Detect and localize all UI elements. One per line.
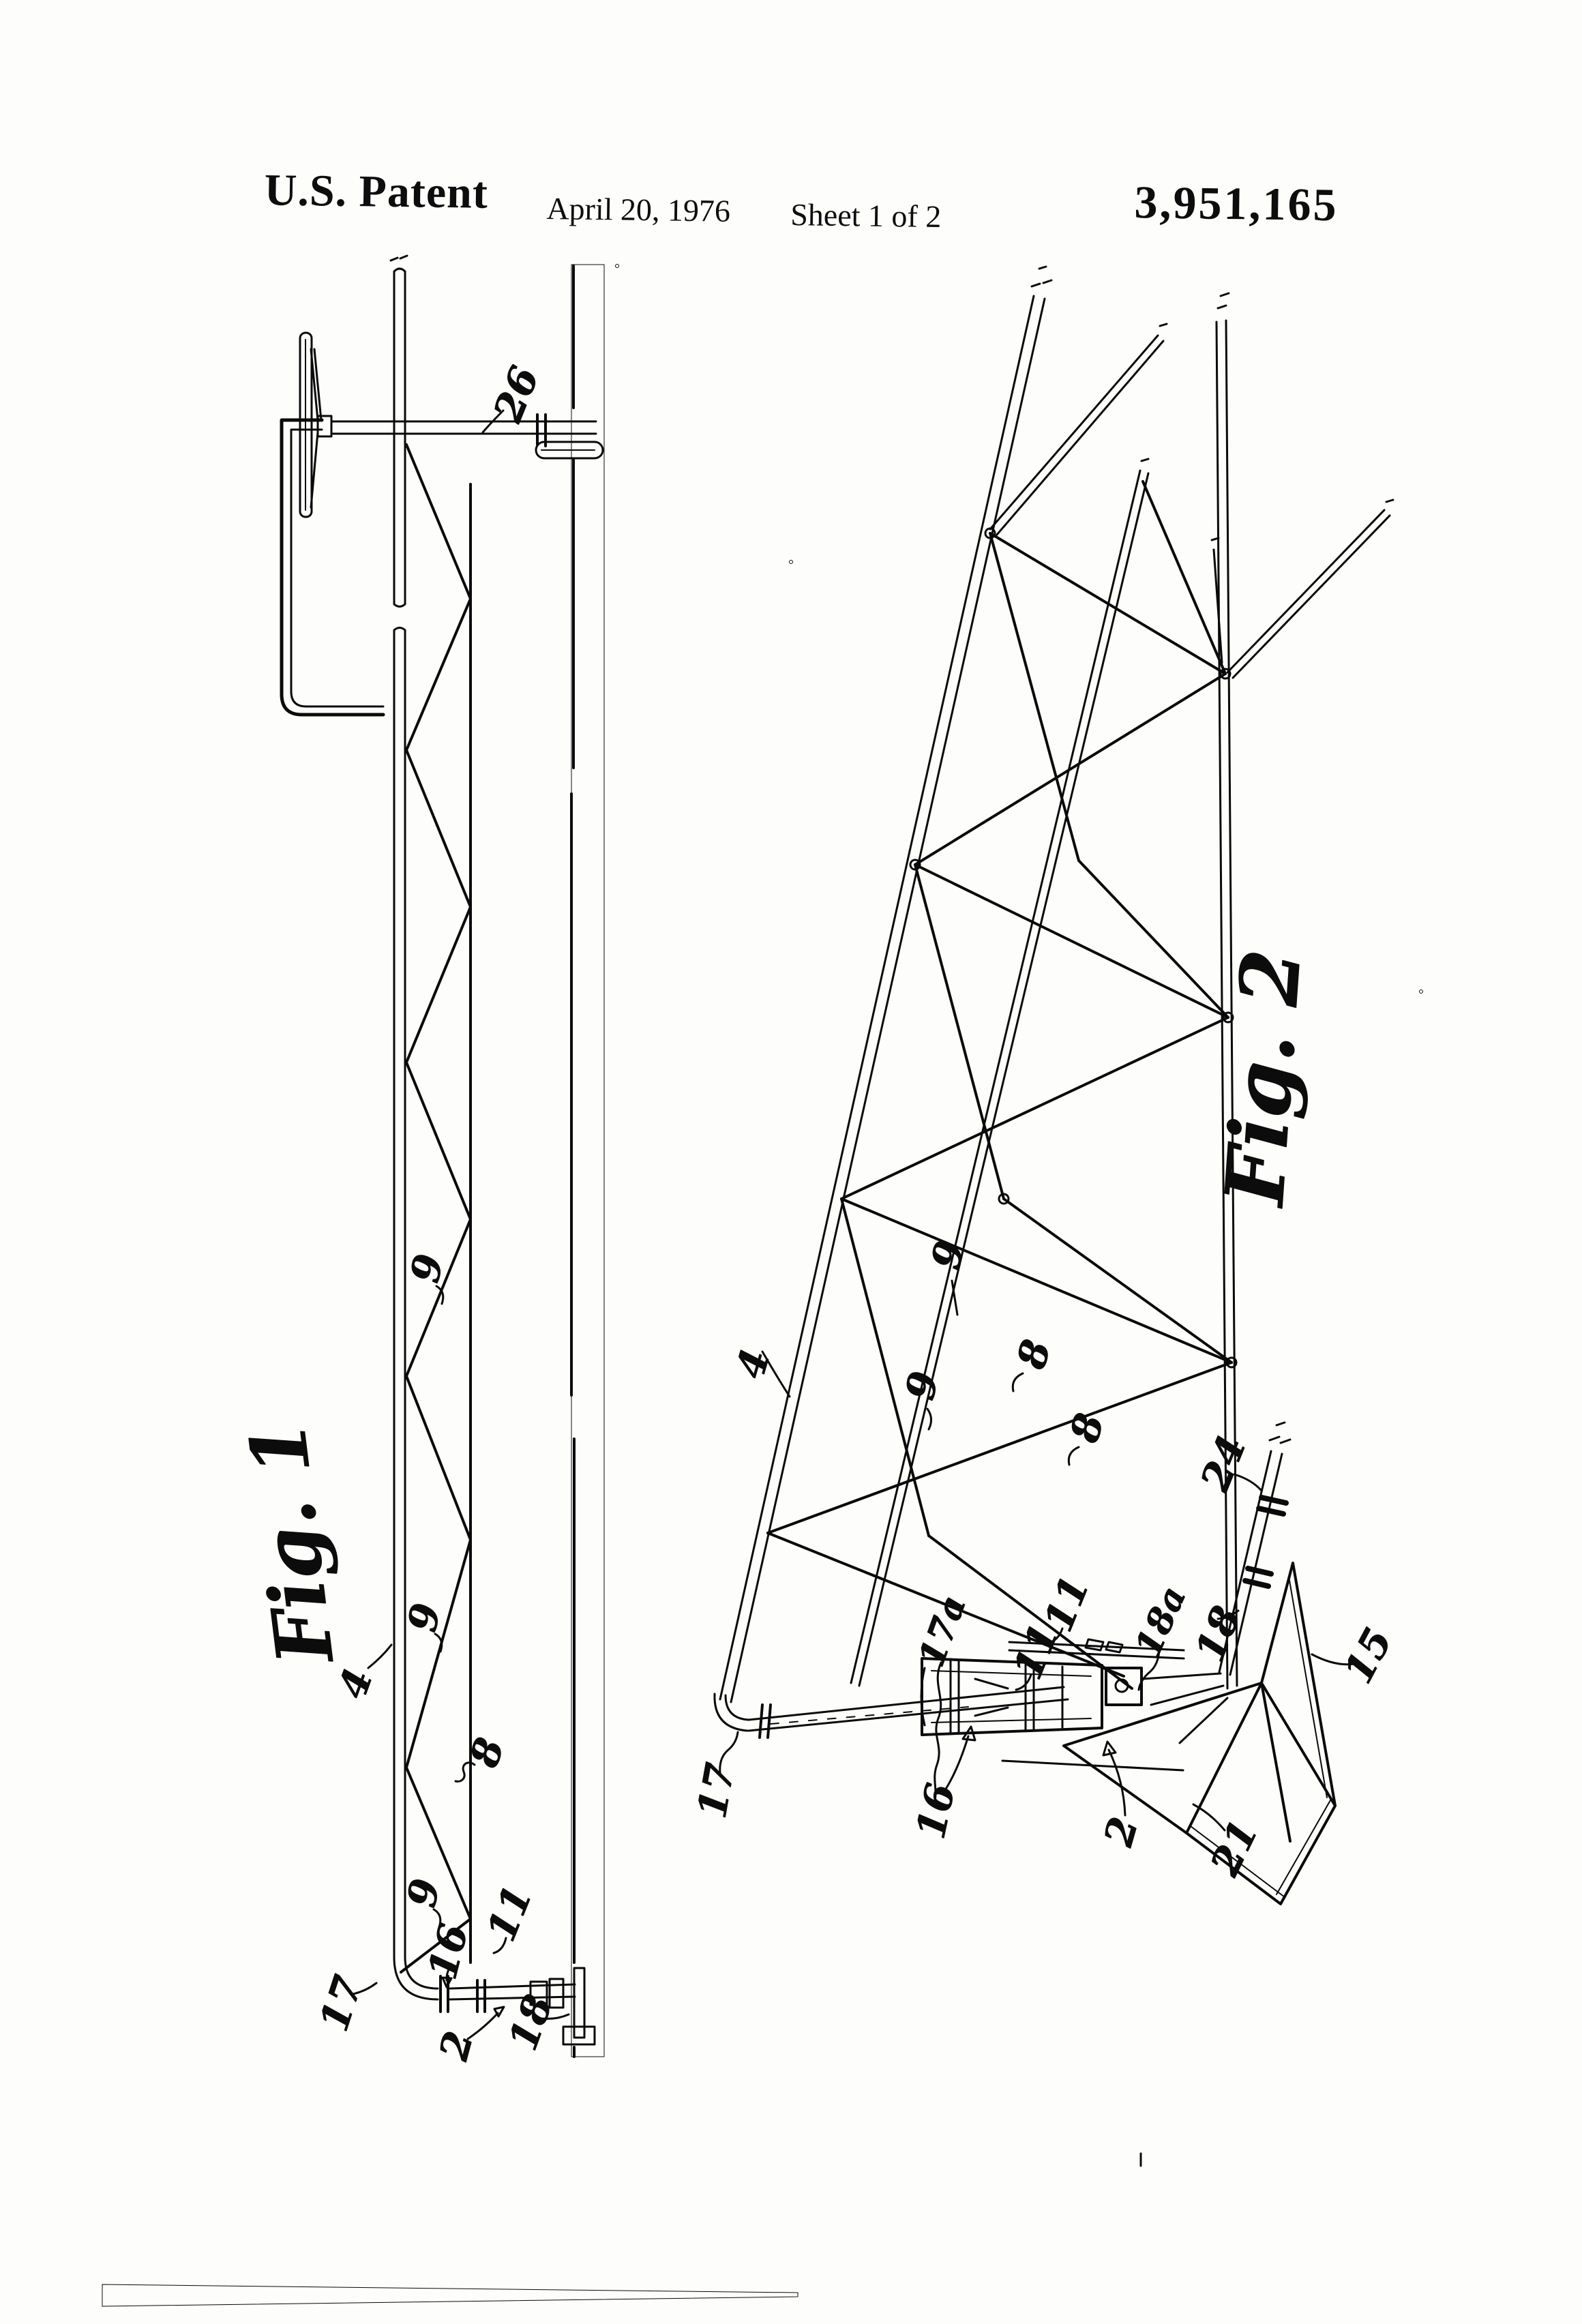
ref-label-8: 8 xyxy=(460,1732,513,1773)
patent-number: 3,951,165 xyxy=(1134,176,1339,231)
fig2-pyramid-base xyxy=(1064,1563,1335,1904)
fig1-drawing xyxy=(282,256,604,2057)
ref-label-9: 9 xyxy=(398,1875,449,1911)
ref-label-11: 11 xyxy=(1004,1617,1068,1686)
patent-title: U.S. Patent xyxy=(264,165,489,218)
ref-label-8: 8 xyxy=(1060,1408,1114,1448)
ref-label-15: 15 xyxy=(1334,1620,1401,1691)
ref-label-9: 9 xyxy=(401,1250,453,1287)
figure-caption: Fig. 1 xyxy=(233,1416,351,1669)
figure-caption: Fig. 2 xyxy=(1206,946,1319,1209)
ref-label-24: 24 xyxy=(1191,1429,1255,1498)
ref-label-4: 4 xyxy=(726,1344,779,1384)
page-bottom-rule xyxy=(102,2284,798,2306)
ref-label-2: 2 xyxy=(1094,1812,1148,1851)
ref-label-16: 16 xyxy=(907,1779,964,1843)
sheet-indicator: Sheet 1 of 2 xyxy=(790,197,942,235)
ref-label-9: 9 xyxy=(896,1367,948,1404)
ref-label-9: 9 xyxy=(922,1236,974,1274)
ref-label-8: 8 xyxy=(1007,1335,1060,1374)
ref-label-18a: 18a xyxy=(1126,1580,1195,1663)
fig2-lacing xyxy=(768,481,1232,1688)
ref-label-18: 18 xyxy=(1186,1599,1250,1669)
ref-label-21: 21 xyxy=(1201,1813,1268,1883)
ref-label-17: 17 xyxy=(310,1970,372,2037)
ref-label-4: 4 xyxy=(329,1663,382,1705)
ref-label-11: 11 xyxy=(477,1879,541,1948)
ref-label-17: 17 xyxy=(688,1759,744,1822)
ref-label-26: 26 xyxy=(484,359,548,429)
ref-label-11: 11 xyxy=(1034,1569,1099,1639)
ref-label-17a: 17a xyxy=(910,1590,974,1673)
fig1-ground-line xyxy=(571,266,574,2057)
patent-date: April 20, 1976 xyxy=(546,191,731,228)
ref-label-18: 18 xyxy=(499,1988,562,2057)
fig2-node-rings xyxy=(910,528,1236,1367)
fig2-back-chord xyxy=(851,471,1148,1686)
ref-label-2: 2 xyxy=(430,2026,483,2066)
ref-label-16: 16 xyxy=(419,1919,477,1984)
fig1-ground-hatch xyxy=(571,265,604,2057)
ref-label-9: 9 xyxy=(398,1599,450,1636)
fig1-leaders xyxy=(353,411,569,2039)
fig1-lacing xyxy=(398,445,471,1972)
